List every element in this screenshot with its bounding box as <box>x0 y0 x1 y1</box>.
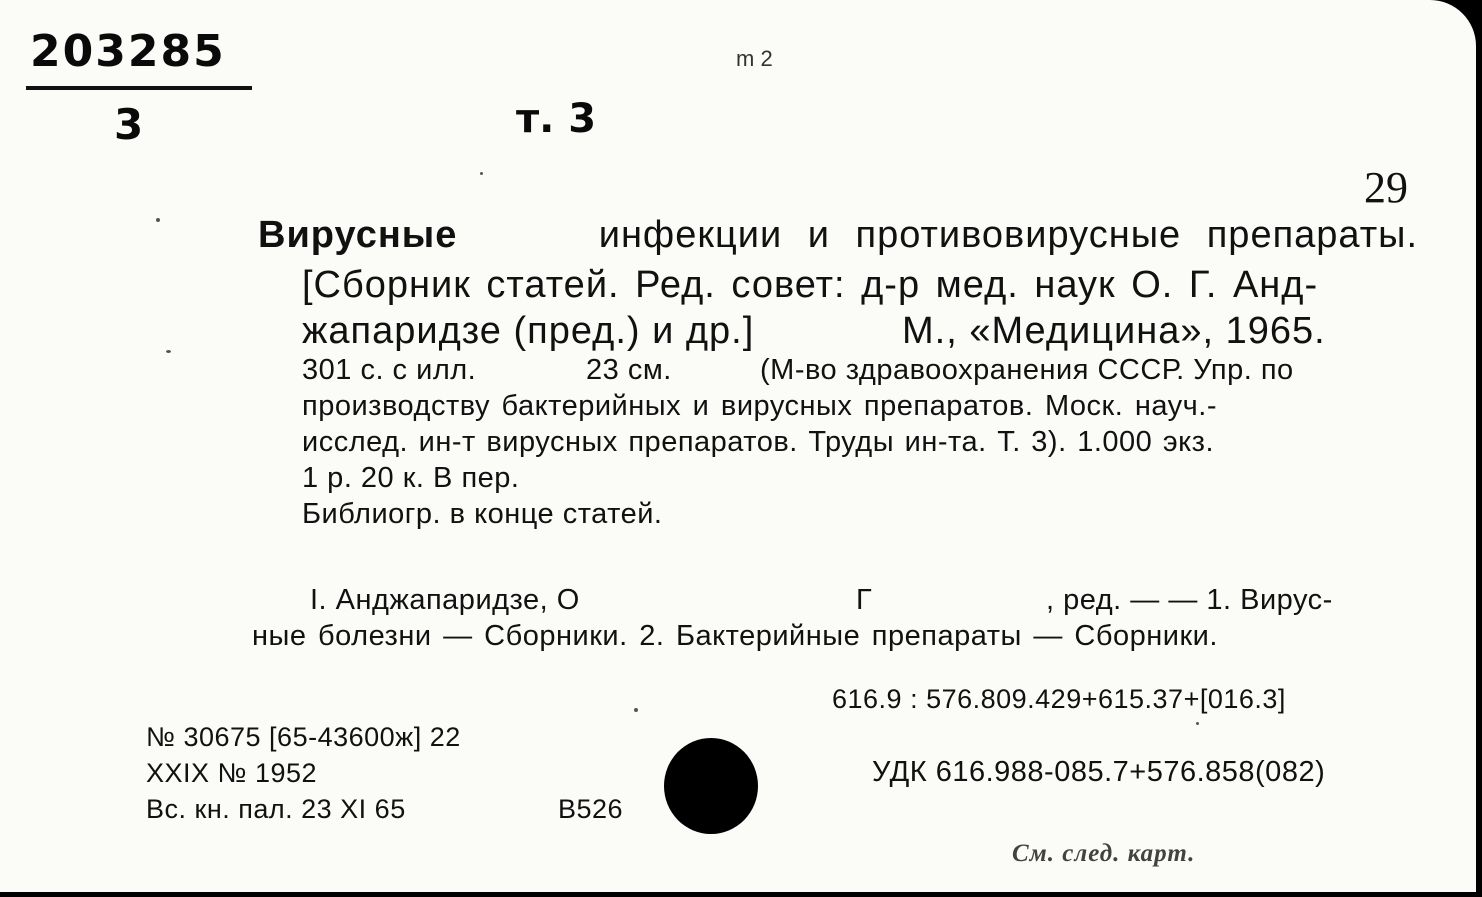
speck <box>480 172 483 175</box>
footer-registry: XXIX № 1952 <box>146 758 318 788</box>
tracing-subjects-start: , ред. — — 1. Вирус- <box>1046 584 1333 616</box>
punch-hole <box>664 738 758 834</box>
bibliography-note: Библиогр. в конце статей. <box>302 498 663 530</box>
speck <box>156 218 160 222</box>
collation-size: 23 см. <box>586 354 672 386</box>
top-mark: m 2 <box>736 46 773 71</box>
footer-code: В526 <box>558 794 624 824</box>
speck <box>634 708 638 712</box>
speck <box>1196 722 1199 725</box>
tracing-subjects: ные болезни — Сборники. 2. Бактерийные препараты — Сборники. <box>252 620 1218 652</box>
entry-title-bold: Вирусные <box>258 214 458 256</box>
entry-line-1 <box>258 214 1418 257</box>
entry-title-rest: инфекции и противовирусные препараты. <box>598 214 1418 256</box>
collation-pages: 301 с. с илл. <box>302 354 477 386</box>
continued-stamp: См. след. карт. <box>1012 840 1196 867</box>
accession-underline <box>26 86 252 90</box>
tracing-editor: I. Анджапаридзе, О <box>310 584 580 616</box>
footer-order-number: № 30675 [65-43600ж] 22 <box>146 722 461 752</box>
collation-line-3: исслед. ин-т вирусных препаратов. Труды ин-та. Т. 3). 1.000 экз. <box>302 426 1214 458</box>
collation-line-2: производству бактерийных и вирусных препаратов. Моск. науч.- <box>302 390 1217 422</box>
entry-line-2: [Сборник статей. Ред. совет: д-р мед. наук О. Г. Анд- <box>302 264 1319 306</box>
entry-line-3a: жапаридзе (пред.) и др.] <box>302 310 755 352</box>
footer-chamber-date: Вс. кн. пал. 23 XI 65 <box>146 794 406 824</box>
volume-mark: т. 3 <box>516 96 597 142</box>
collation-price: 1 р. 20 к. В пер. <box>302 462 520 494</box>
collation-series: (М-во здравоохранения СССР. Упр. по <box>760 354 1294 386</box>
entry-line-3b: М., «Медицина», 1965. <box>902 310 1326 352</box>
accession-subnumber: 3 <box>114 100 144 149</box>
tracing-initial: Г <box>856 584 873 616</box>
card-number: 29 <box>1364 163 1408 212</box>
udc-number: УДК 616.988-085.7+576.858(082) <box>872 756 1326 788</box>
speck <box>166 350 171 353</box>
accession-number: 203285 <box>30 26 226 77</box>
classification-number: 616.9 : 576.809.429+615.37+[016.3] <box>832 684 1286 714</box>
